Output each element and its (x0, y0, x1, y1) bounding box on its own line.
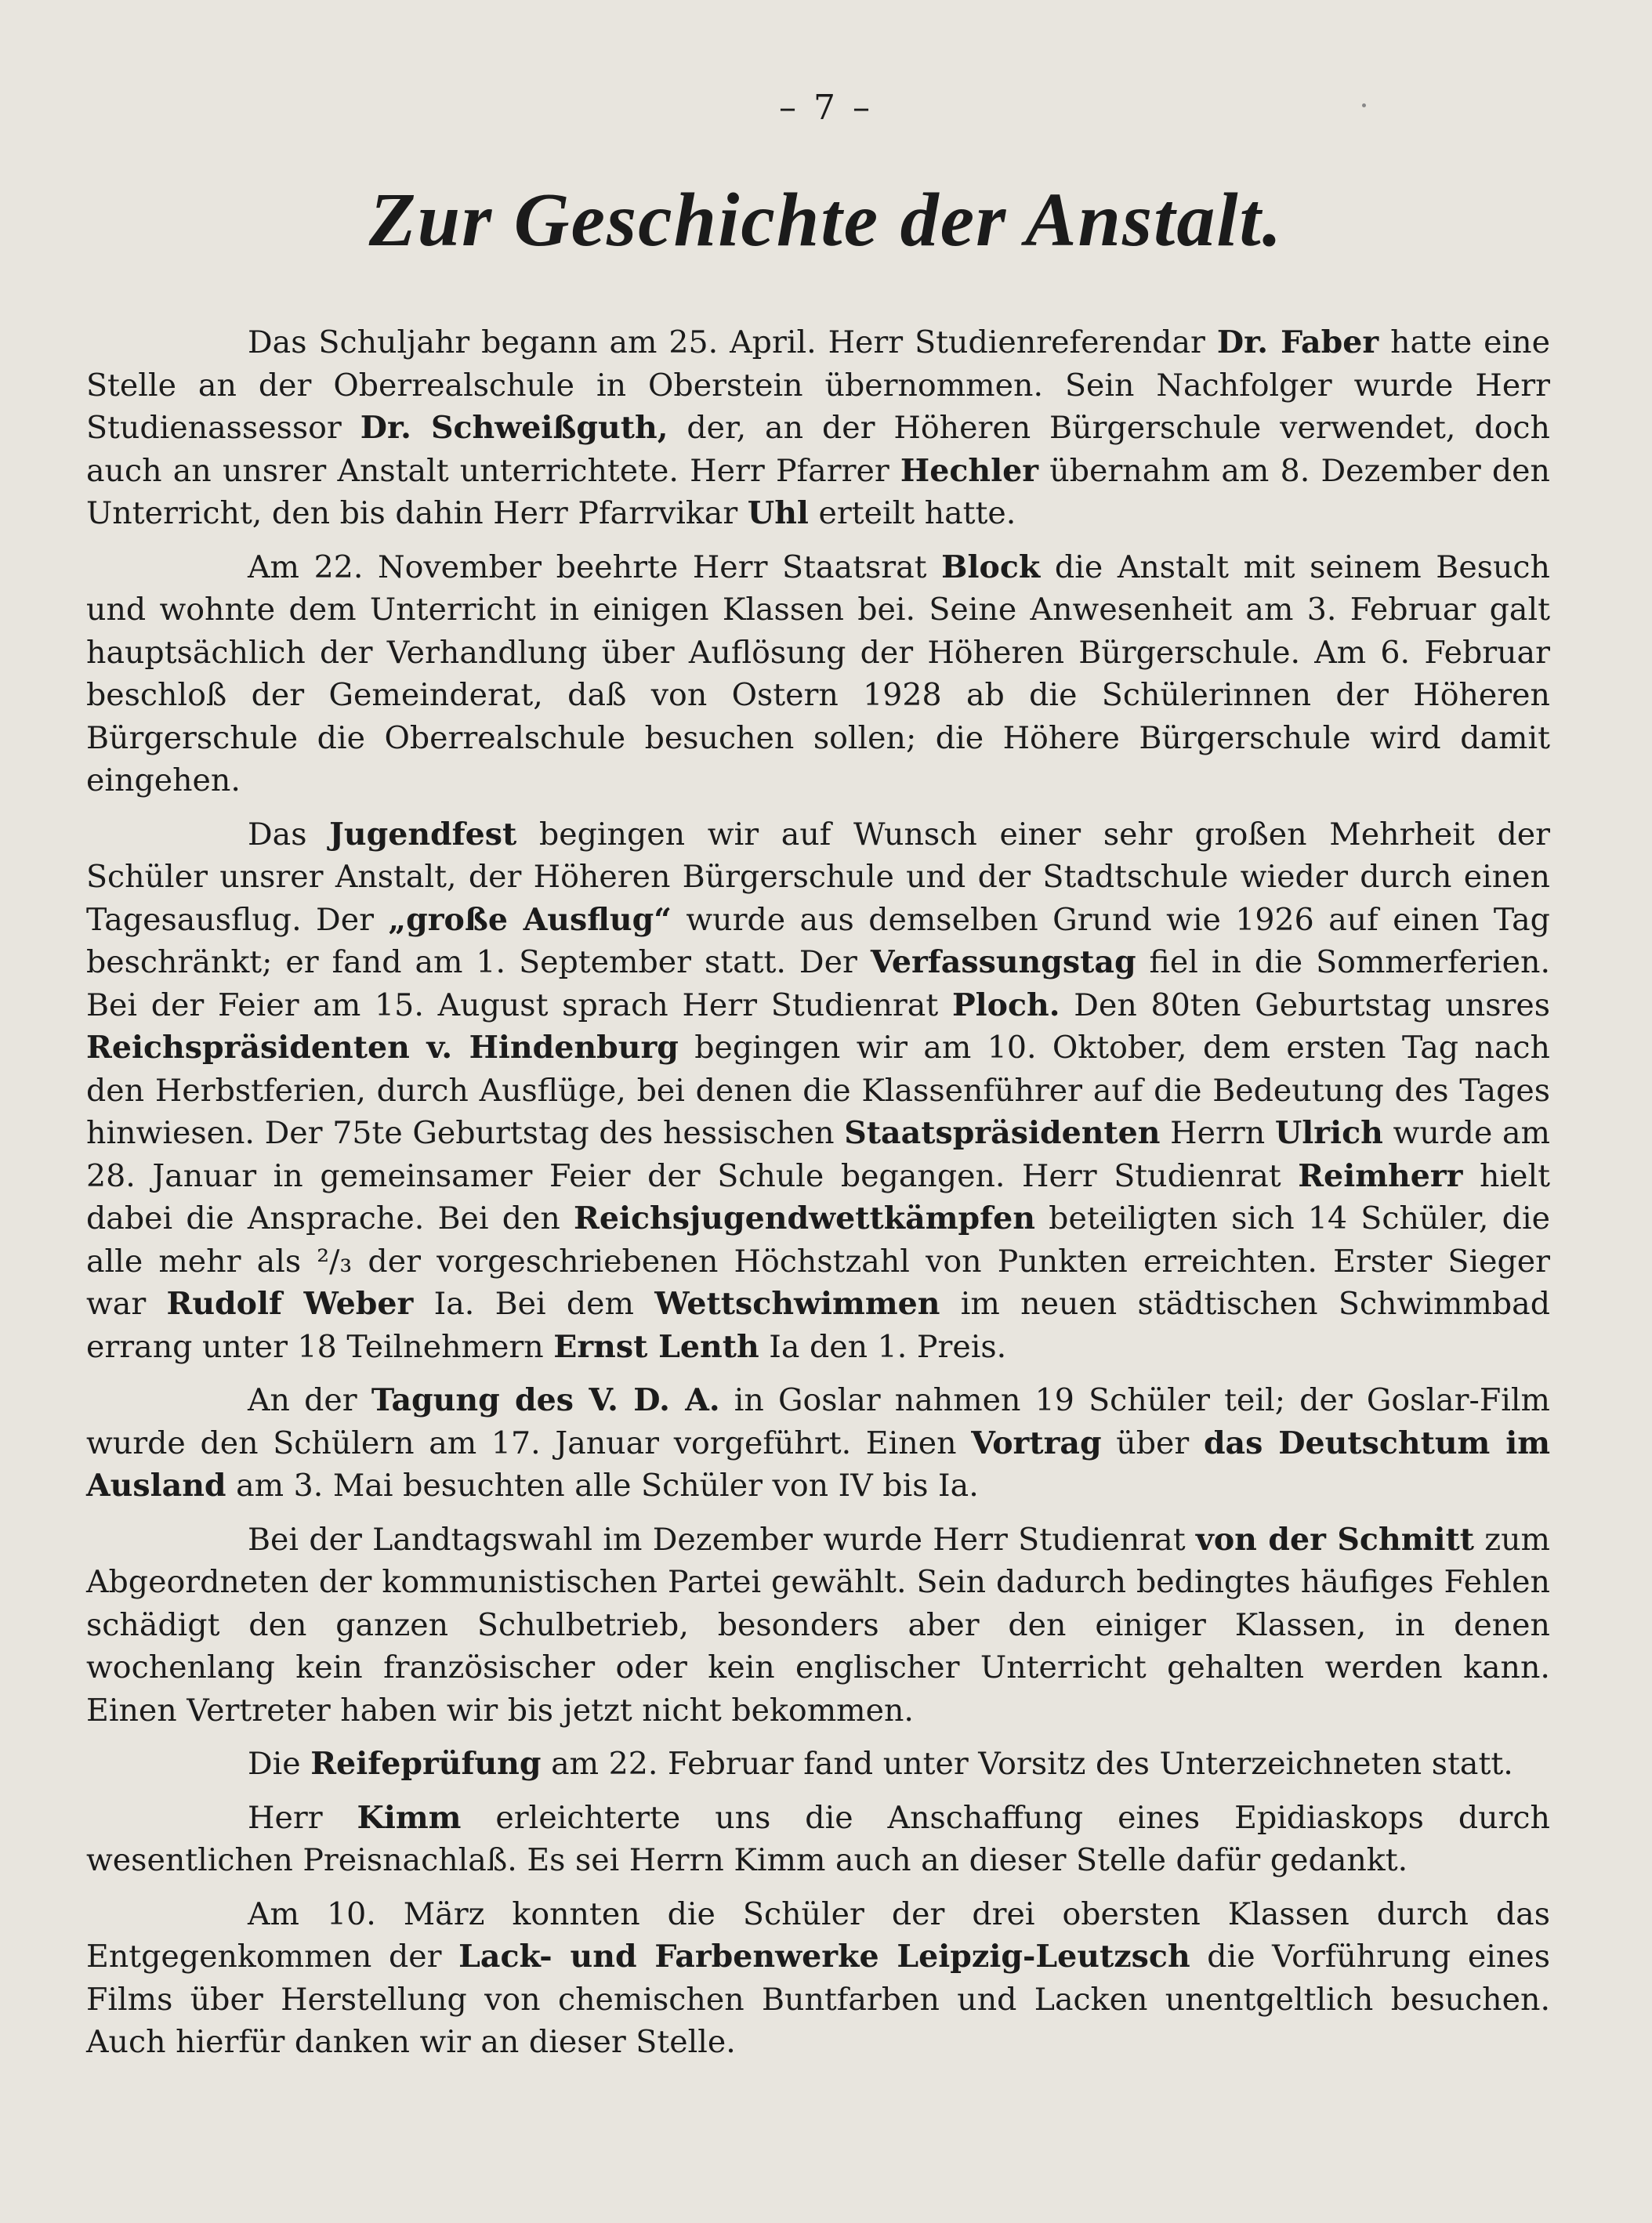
text-body (86, 321, 1550, 2075)
emphasis-text: Rudolf Weber (166, 1286, 414, 1322)
paragraph-text: Ia den 1. Preis. (759, 1328, 1007, 1365)
paragraph-text: übernahm am 8. Dezember den Unterricht, den bis dahin Herr Pfarrvikar (86, 452, 1551, 531)
emphasis-text: Reichsjugendwettkämpfen (574, 1200, 1035, 1236)
emphasis-text: Wettschwimmen (654, 1286, 940, 1322)
paragraph-text: Das (248, 816, 330, 853)
paragraph (86, 1893, 1550, 2064)
paragraph (86, 1743, 1550, 1786)
paragraph-text: der, an der Höheren Bürgerschule verwendet, doch auch an unsrer Anstalt unterrichtete. Herr Pfarrer (86, 410, 1550, 489)
paragraph-text: Die (248, 1746, 311, 1782)
paragraph (86, 1797, 1550, 1882)
paragraph (86, 546, 1550, 802)
paragraph-text: die Vorführung eines Films über Herstellung von chemischen Buntfarben und Lacken unentgeltlich besuchen. Auch hierfür danken wir an dieser Stelle. (86, 1939, 1550, 2060)
paragraph-text: Am 22. November beehrte Herr Staatsrat (248, 549, 942, 585)
paragraph (86, 321, 1550, 535)
emphasis-text: Staatspräsidenten (844, 1115, 1161, 1151)
page-title: Zur Geschichte der Anstalt. (368, 178, 1284, 262)
emphasis-text: Ploch. (951, 987, 1060, 1023)
emphasis-text: Verfassungstag (870, 944, 1136, 980)
paragraph-text: wurde aus demselben Grund wie 1926 auf einen Tag beschränkt; er fand am 1. September statt. Der (86, 901, 1550, 980)
emphasis-text: Reimherr (1298, 1157, 1463, 1194)
paragraph-text: begingen wir auf Wunsch einer sehr großen Mehrheit der Schüler unsrer Anstalt, der Höheren Bürgerschule und der Stadtschule wieder durch einen Tagesausflug. Der (86, 816, 1550, 938)
paragraph-text: am 3. Mai besuchten alle Schüler von IV bis Ia. (226, 1468, 979, 1504)
emphasis-text: Block (941, 549, 1041, 585)
emphasis-text: Dr. Schweißguth, (360, 410, 668, 446)
emphasis-text: von der Schmitt (1195, 1521, 1474, 1558)
paragraph-text: die Anstalt mit seinem Besuch und wohnte dem Unterricht in einigen Klassen bei. Seine Anwesenheit am 3. Februar galt hauptsächlich der Verhandlung über Auflösung der Höheren Bürgerschule. Am 6. Februar beschloß der Gemeinderat, daß von Ostern 1928 ab die Schülerinnen der Höheren Bürgerschule die Oberrealschule besuchen sollen; die Höhere Bürgerschule wird damit eingehen. (86, 549, 1550, 798)
emphasis-text: Ernst Lenth (553, 1328, 759, 1365)
emphasis-text: Ulrich (1274, 1115, 1383, 1151)
emphasis-text: Dr. Faber (1216, 324, 1379, 360)
paragraph-text: erteilt hatte. (808, 495, 1016, 531)
emphasis-text: Uhl (747, 495, 809, 531)
paragraph-text: An der (248, 1382, 371, 1418)
paragraph-text: wurde am 28. Januar in gemeinsamer Feier der Schule begangen. Herr Studienrat (86, 1115, 1550, 1194)
emphasis-text: Kimm (357, 1799, 462, 1836)
emphasis-text: Vortrag (971, 1425, 1102, 1461)
emphasis-text: Hechler (900, 452, 1039, 489)
paragraph-text: Herrn (1160, 1115, 1275, 1151)
paragraph-text: hatte eine Stelle an der Oberrealschule in Oberstein übernommen. Sein Nachfolger wurde Herr Studienassessor (86, 324, 1550, 446)
emphasis-text: Reichspräsidenten v. Hindenburg (86, 1030, 679, 1066)
paragraph-text: Bei der Landtagswahl im Dezember wurde Herr Studienrat (248, 1521, 1196, 1558)
paper-speck (1362, 103, 1366, 107)
paragraph (86, 1519, 1550, 1732)
paragraph-text: fiel in die Sommerferien. Bei der Feier am 15. August sprach Herr Studienrat (86, 944, 1550, 1023)
paragraph-text: Den 80ten Geburtstag unsres (1060, 987, 1550, 1023)
emphasis-text: das Deutschtum im Ausland (86, 1425, 1550, 1504)
paragraph-text: zum Abgeordneten der kommunistischen Partei gewählt. Sein dadurch bedingtes häufiges Fehlen schädigt den ganzen Schulbetrieb, besonders aber den einiger Klassen, in denen wochenlang kein französischer oder kein englischer Unterricht gehalten werden kann. Einen Vertreter haben wir bis jetzt nicht bekommen. (86, 1521, 1550, 1729)
paragraph (86, 1379, 1550, 1508)
emphasis-text: Reifeprüfung (310, 1746, 542, 1782)
page-number: – 7 – (779, 88, 873, 128)
paragraph-text: Ia. Bei dem (413, 1286, 655, 1322)
paragraph-text: im neuen städtischen Schwimmbad errang unter 18 Teilnehmern (86, 1286, 1550, 1365)
paragraph-text: hielt dabei die Ansprache. Bei den (86, 1157, 1551, 1236)
paragraph-text: Herr (248, 1799, 357, 1836)
paragraph-text: beteiligten sich 14 Schüler, die alle mehr als ²/₃ der vorgeschriebenen Höchstzahl von Punkten erreichten. Erster Sieger war (86, 1200, 1550, 1322)
paragraph-text: Am 10. März konnten die Schüler der drei obersten Klassen durch das Entgegenkommen der (86, 1895, 1550, 1975)
emphasis-text: Jugendfest (329, 816, 517, 853)
emphasis-text: Lack- und Farbenwerke Leipzig-Leutzsch (458, 1939, 1190, 1975)
paragraph-text: über (1101, 1425, 1204, 1461)
emphasis-text: „große Ausflug“ (388, 901, 672, 938)
paragraph-text: Das Schuljahr begann am 25. April. Herr Studienreferendar (248, 324, 1217, 360)
emphasis-text: Tagung des V. D. A. (371, 1382, 720, 1418)
paragraph-text: am 22. Februar fand unter Vorsitz des Unterzeichneten statt. (541, 1746, 1513, 1782)
paragraph (86, 813, 1550, 1369)
paragraph-text: in Goslar nahmen 19 Schüler teil; der Goslar-Film wurde den Schülern am 17. Januar vorgeführt. Einen (86, 1382, 1550, 1461)
paragraph-text: erleichterte uns die Anschaffung eines Epidiaskops durch wesentlichen Preisnachlaß. Es sei Herrn Kimm auch an dieser Stelle dafür gedankt. (86, 1799, 1550, 1878)
paragraph-text: begingen wir am 10. Oktober, dem ersten Tag nach den Herbstferien, durch Ausflüge, bei denen die Klassenführer auf die Bedeutung des Tages hinwiesen. Der 75te Geburtstag des hessischen (86, 1030, 1550, 1151)
